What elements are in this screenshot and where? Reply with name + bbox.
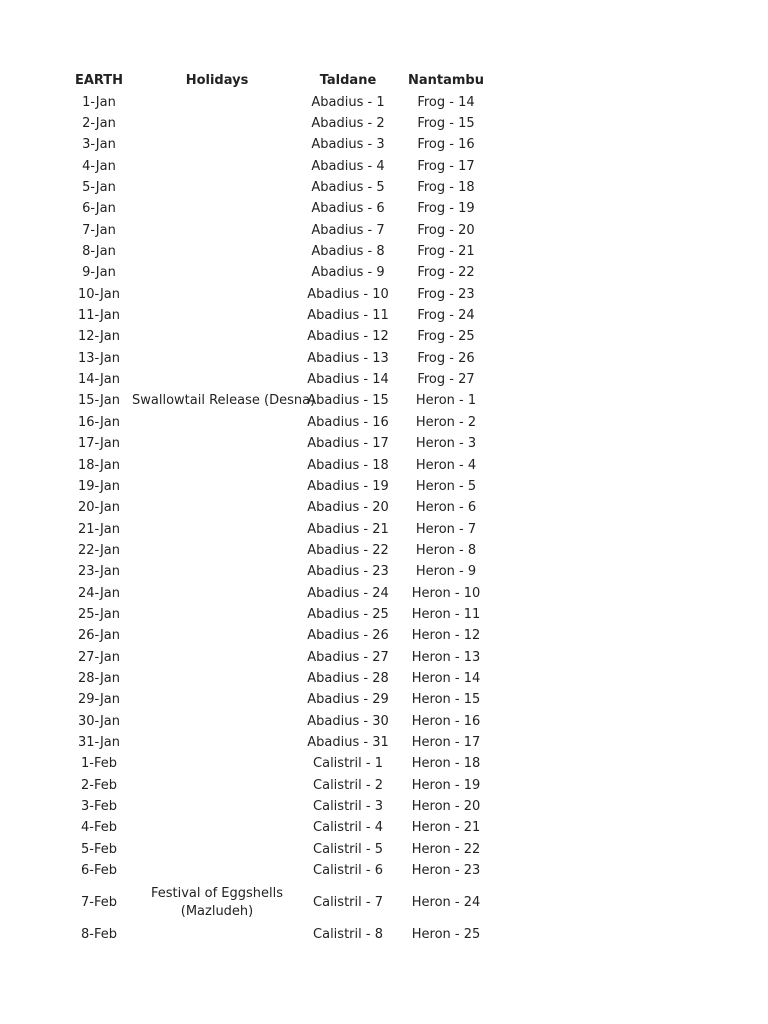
- cell-earth-date: 25-Jan: [78, 606, 120, 622]
- cell-taldane-date: Abadius - 26: [307, 628, 389, 644]
- table-row: [0, 711, 768, 732]
- column-header-taldane: Taldane: [319, 73, 377, 88]
- cell-taldane-date: Abadius - 15: [307, 393, 389, 409]
- cell-nantambu-date: Heron - 19: [411, 777, 481, 793]
- cell-taldane-date: Abadius - 19: [307, 478, 389, 494]
- table-row: [0, 113, 768, 134]
- table-row: [0, 925, 768, 946]
- cell-nantambu-date: Heron - 1: [415, 393, 477, 409]
- cell-nantambu-date: Frog - 24: [417, 308, 475, 324]
- cell-earth-date: 15-Jan: [78, 393, 120, 409]
- cell-nantambu-date: Heron - 2: [415, 414, 477, 430]
- cell-earth-date: 19-Jan: [78, 478, 120, 494]
- cell-taldane-date: Abadius - 12: [307, 329, 389, 345]
- table-row: [0, 348, 768, 369]
- cell-taldane-date: Abadius - 22: [307, 542, 389, 558]
- cell-earth-date: 22-Jan: [78, 542, 120, 558]
- cell-earth-date: 28-Jan: [78, 670, 120, 686]
- cell-nantambu-date: Heron - 11: [411, 606, 481, 622]
- cell-nantambu-date: Heron - 16: [411, 713, 481, 729]
- cell-taldane-date: Abadius - 16: [307, 414, 389, 430]
- cell-taldane-date: Abadius - 13: [307, 350, 389, 366]
- cell-taldane-date: Calistril - 5: [313, 841, 383, 857]
- cell-earth-date: 10-Jan: [78, 286, 120, 302]
- cell-earth-date: 13-Jan: [78, 350, 120, 366]
- cell-nantambu-date: Heron - 15: [411, 692, 481, 708]
- cell-earth-date: 7-Feb: [81, 895, 117, 911]
- cell-nantambu-date: Heron - 6: [415, 500, 477, 516]
- table-row: [0, 626, 768, 647]
- cell-nantambu-date: Heron - 14: [411, 670, 481, 686]
- cell-taldane-date: Abadius - 30: [307, 713, 389, 729]
- cell-nantambu-date: Frog - 15: [417, 116, 475, 132]
- cell-nantambu-date: Frog - 16: [417, 137, 475, 153]
- cell-taldane-date: Abadius - 9: [311, 265, 385, 281]
- table-row: [0, 135, 768, 156]
- cell-taldane-date: Calistril - 3: [313, 799, 383, 815]
- cell-taldane-date: Abadius - 10: [307, 286, 389, 302]
- cell-taldane-date: Abadius - 24: [307, 585, 389, 601]
- table-row: [0, 434, 768, 455]
- cell-earth-date: 17-Jan: [78, 436, 120, 452]
- cell-earth-date: 18-Jan: [78, 457, 120, 473]
- cell-earth-date: 30-Jan: [78, 713, 120, 729]
- table-row: [0, 583, 768, 604]
- table-row: [0, 604, 768, 625]
- cell-nantambu-date: Heron - 12: [411, 628, 481, 644]
- cell-taldane-date: Calistril - 4: [313, 820, 383, 836]
- cell-nantambu-date: Frog - 17: [417, 158, 475, 174]
- cell-earth-date: 27-Jan: [78, 649, 120, 665]
- cell-earth-date: 2-Feb: [81, 777, 117, 793]
- cell-taldane-date: Abadius - 4: [311, 158, 385, 174]
- cell-earth-date: 11-Jan: [78, 308, 120, 324]
- cell-taldane-date: Abadius - 2: [311, 116, 385, 132]
- cell-nantambu-date: Heron - 13: [411, 649, 481, 665]
- cell-earth-date: 5-Feb: [81, 841, 117, 857]
- cell-nantambu-date: Frog - 20: [417, 222, 475, 238]
- cell-earth-date: 3-Jan: [82, 137, 116, 153]
- cell-nantambu-date: Heron - 20: [411, 799, 481, 815]
- cell-earth-date: 24-Jan: [78, 585, 120, 601]
- cell-taldane-date: Abadius - 11: [307, 308, 389, 324]
- cell-taldane-date: Abadius - 21: [307, 521, 389, 537]
- cell-earth-date: 4-Jan: [82, 158, 116, 174]
- cell-taldane-date: Abadius - 7: [311, 222, 385, 238]
- column-header-holidays: Holidays: [185, 73, 249, 88]
- cell-earth-date: 3-Feb: [81, 799, 117, 815]
- table-row: [0, 284, 768, 305]
- table-row: [0, 92, 768, 113]
- cell-earth-date: 4-Feb: [81, 820, 117, 836]
- column-header-earth: EARTH: [74, 73, 124, 88]
- cell-taldane-date: Abadius - 3: [311, 137, 385, 153]
- table-row: [0, 241, 768, 262]
- table-row: [0, 562, 768, 583]
- cell-taldane-date: Calistril - 2: [313, 777, 383, 793]
- cell-earth-date: 16-Jan: [78, 414, 120, 430]
- table-row: [0, 199, 768, 220]
- calendar-table: [0, 70, 768, 946]
- table-body: [0, 92, 768, 946]
- cell-earth-date: 21-Jan: [78, 521, 120, 537]
- cell-nantambu-date: Frog - 18: [417, 180, 475, 196]
- cell-earth-date: 6-Jan: [82, 201, 116, 217]
- cell-taldane-date: Abadius - 6: [311, 201, 385, 217]
- cell-earth-date: 1-Feb: [81, 756, 117, 772]
- table-row: [0, 476, 768, 497]
- table-row: [0, 818, 768, 839]
- table-row: [0, 690, 768, 711]
- table-row: [0, 369, 768, 390]
- cell-nantambu-date: Frog - 19: [417, 201, 475, 217]
- cell-taldane-date: Abadius - 8: [311, 244, 385, 260]
- cell-nantambu-date: Heron - 5: [415, 478, 477, 494]
- cell-nantambu-date: Heron - 4: [415, 457, 477, 473]
- cell-holiday: Swallowtail Release (Desna): [132, 393, 316, 409]
- table-row: [0, 391, 768, 412]
- cell-earth-date: 8-Jan: [82, 244, 116, 260]
- cell-earth-date: 9-Jan: [82, 265, 116, 281]
- table-row: [0, 177, 768, 198]
- cell-nantambu-date: Frog - 14: [417, 94, 475, 110]
- table-row: [0, 263, 768, 284]
- cell-taldane-date: Abadius - 25: [307, 606, 389, 622]
- cell-nantambu-date: Heron - 10: [411, 585, 481, 601]
- table-row: [0, 455, 768, 476]
- cell-taldane-date: Calistril - 1: [313, 756, 383, 772]
- table-row: [0, 156, 768, 177]
- cell-holiday: Festival of Eggshells (Mazludeh): [150, 886, 284, 920]
- cell-taldane-date: Abadius - 5: [311, 180, 385, 196]
- cell-taldane-date: Abadius - 18: [307, 457, 389, 473]
- cell-earth-date: 2-Jan: [82, 116, 116, 132]
- cell-earth-date: 1-Jan: [82, 94, 116, 110]
- cell-nantambu-date: Heron - 21: [411, 820, 481, 836]
- cell-nantambu-date: Heron - 17: [411, 734, 481, 750]
- cell-nantambu-date: Frog - 27: [417, 372, 475, 388]
- cell-taldane-date: Abadius - 23: [307, 564, 389, 580]
- cell-earth-date: 14-Jan: [78, 372, 120, 388]
- cell-taldane-date: Abadius - 20: [307, 500, 389, 516]
- cell-earth-date: 7-Jan: [82, 222, 116, 238]
- table-row: [0, 796, 768, 817]
- cell-earth-date: 29-Jan: [78, 692, 120, 708]
- cell-taldane-date: Calistril - 6: [313, 863, 383, 879]
- cell-nantambu-date: Heron - 9: [415, 564, 477, 580]
- table-row: [0, 412, 768, 433]
- table-row: [0, 540, 768, 561]
- cell-taldane-date: Abadius - 31: [307, 734, 389, 750]
- cell-earth-date: 6-Feb: [81, 863, 117, 879]
- column-header-nantambu: Nantambu: [407, 73, 484, 88]
- cell-nantambu-date: Heron - 3: [415, 436, 477, 452]
- cell-nantambu-date: Heron - 8: [415, 542, 477, 558]
- table-row: [0, 305, 768, 326]
- table-row: [0, 775, 768, 796]
- cell-nantambu-date: Frog - 23: [417, 286, 475, 302]
- table-row: [0, 839, 768, 860]
- table-row: [0, 220, 768, 241]
- cell-nantambu-date: Frog - 22: [417, 265, 475, 281]
- table-row: [0, 732, 768, 753]
- cell-nantambu-date: Frog - 21: [417, 244, 475, 260]
- cell-nantambu-date: Frog - 25: [417, 329, 475, 345]
- cell-taldane-date: Calistril - 7: [313, 895, 383, 911]
- cell-nantambu-date: Heron - 22: [411, 841, 481, 857]
- cell-taldane-date: Abadius - 14: [307, 372, 389, 388]
- cell-earth-date: 5-Jan: [82, 180, 116, 196]
- cell-taldane-date: Calistril - 8: [313, 927, 383, 943]
- table-row: [0, 882, 768, 925]
- table-row: [0, 647, 768, 668]
- table-row: [0, 754, 768, 775]
- cell-taldane-date: Abadius - 28: [307, 670, 389, 686]
- cell-earth-date: 8-Feb: [81, 927, 117, 943]
- cell-earth-date: 26-Jan: [78, 628, 120, 644]
- cell-nantambu-date: Heron - 24: [411, 895, 481, 911]
- cell-earth-date: 12-Jan: [78, 329, 120, 345]
- cell-nantambu-date: Heron - 18: [411, 756, 481, 772]
- table-row: [0, 498, 768, 519]
- cell-earth-date: 20-Jan: [78, 500, 120, 516]
- cell-taldane-date: Abadius - 1: [311, 94, 385, 110]
- cell-earth-date: 23-Jan: [78, 564, 120, 580]
- cell-nantambu-date: Heron - 25: [411, 927, 481, 943]
- cell-nantambu-date: Heron - 23: [411, 863, 481, 879]
- cell-taldane-date: Abadius - 27: [307, 649, 389, 665]
- table-row: [0, 860, 768, 881]
- cell-nantambu-date: Heron - 7: [415, 521, 477, 537]
- cell-earth-date: 31-Jan: [78, 734, 120, 750]
- cell-taldane-date: Abadius - 17: [307, 436, 389, 452]
- cell-taldane-date: Abadius - 29: [307, 692, 389, 708]
- table-row: [0, 519, 768, 540]
- table-header-row: [0, 70, 768, 92]
- table-row: [0, 327, 768, 348]
- cell-nantambu-date: Frog - 26: [417, 350, 475, 366]
- table-row: [0, 668, 768, 689]
